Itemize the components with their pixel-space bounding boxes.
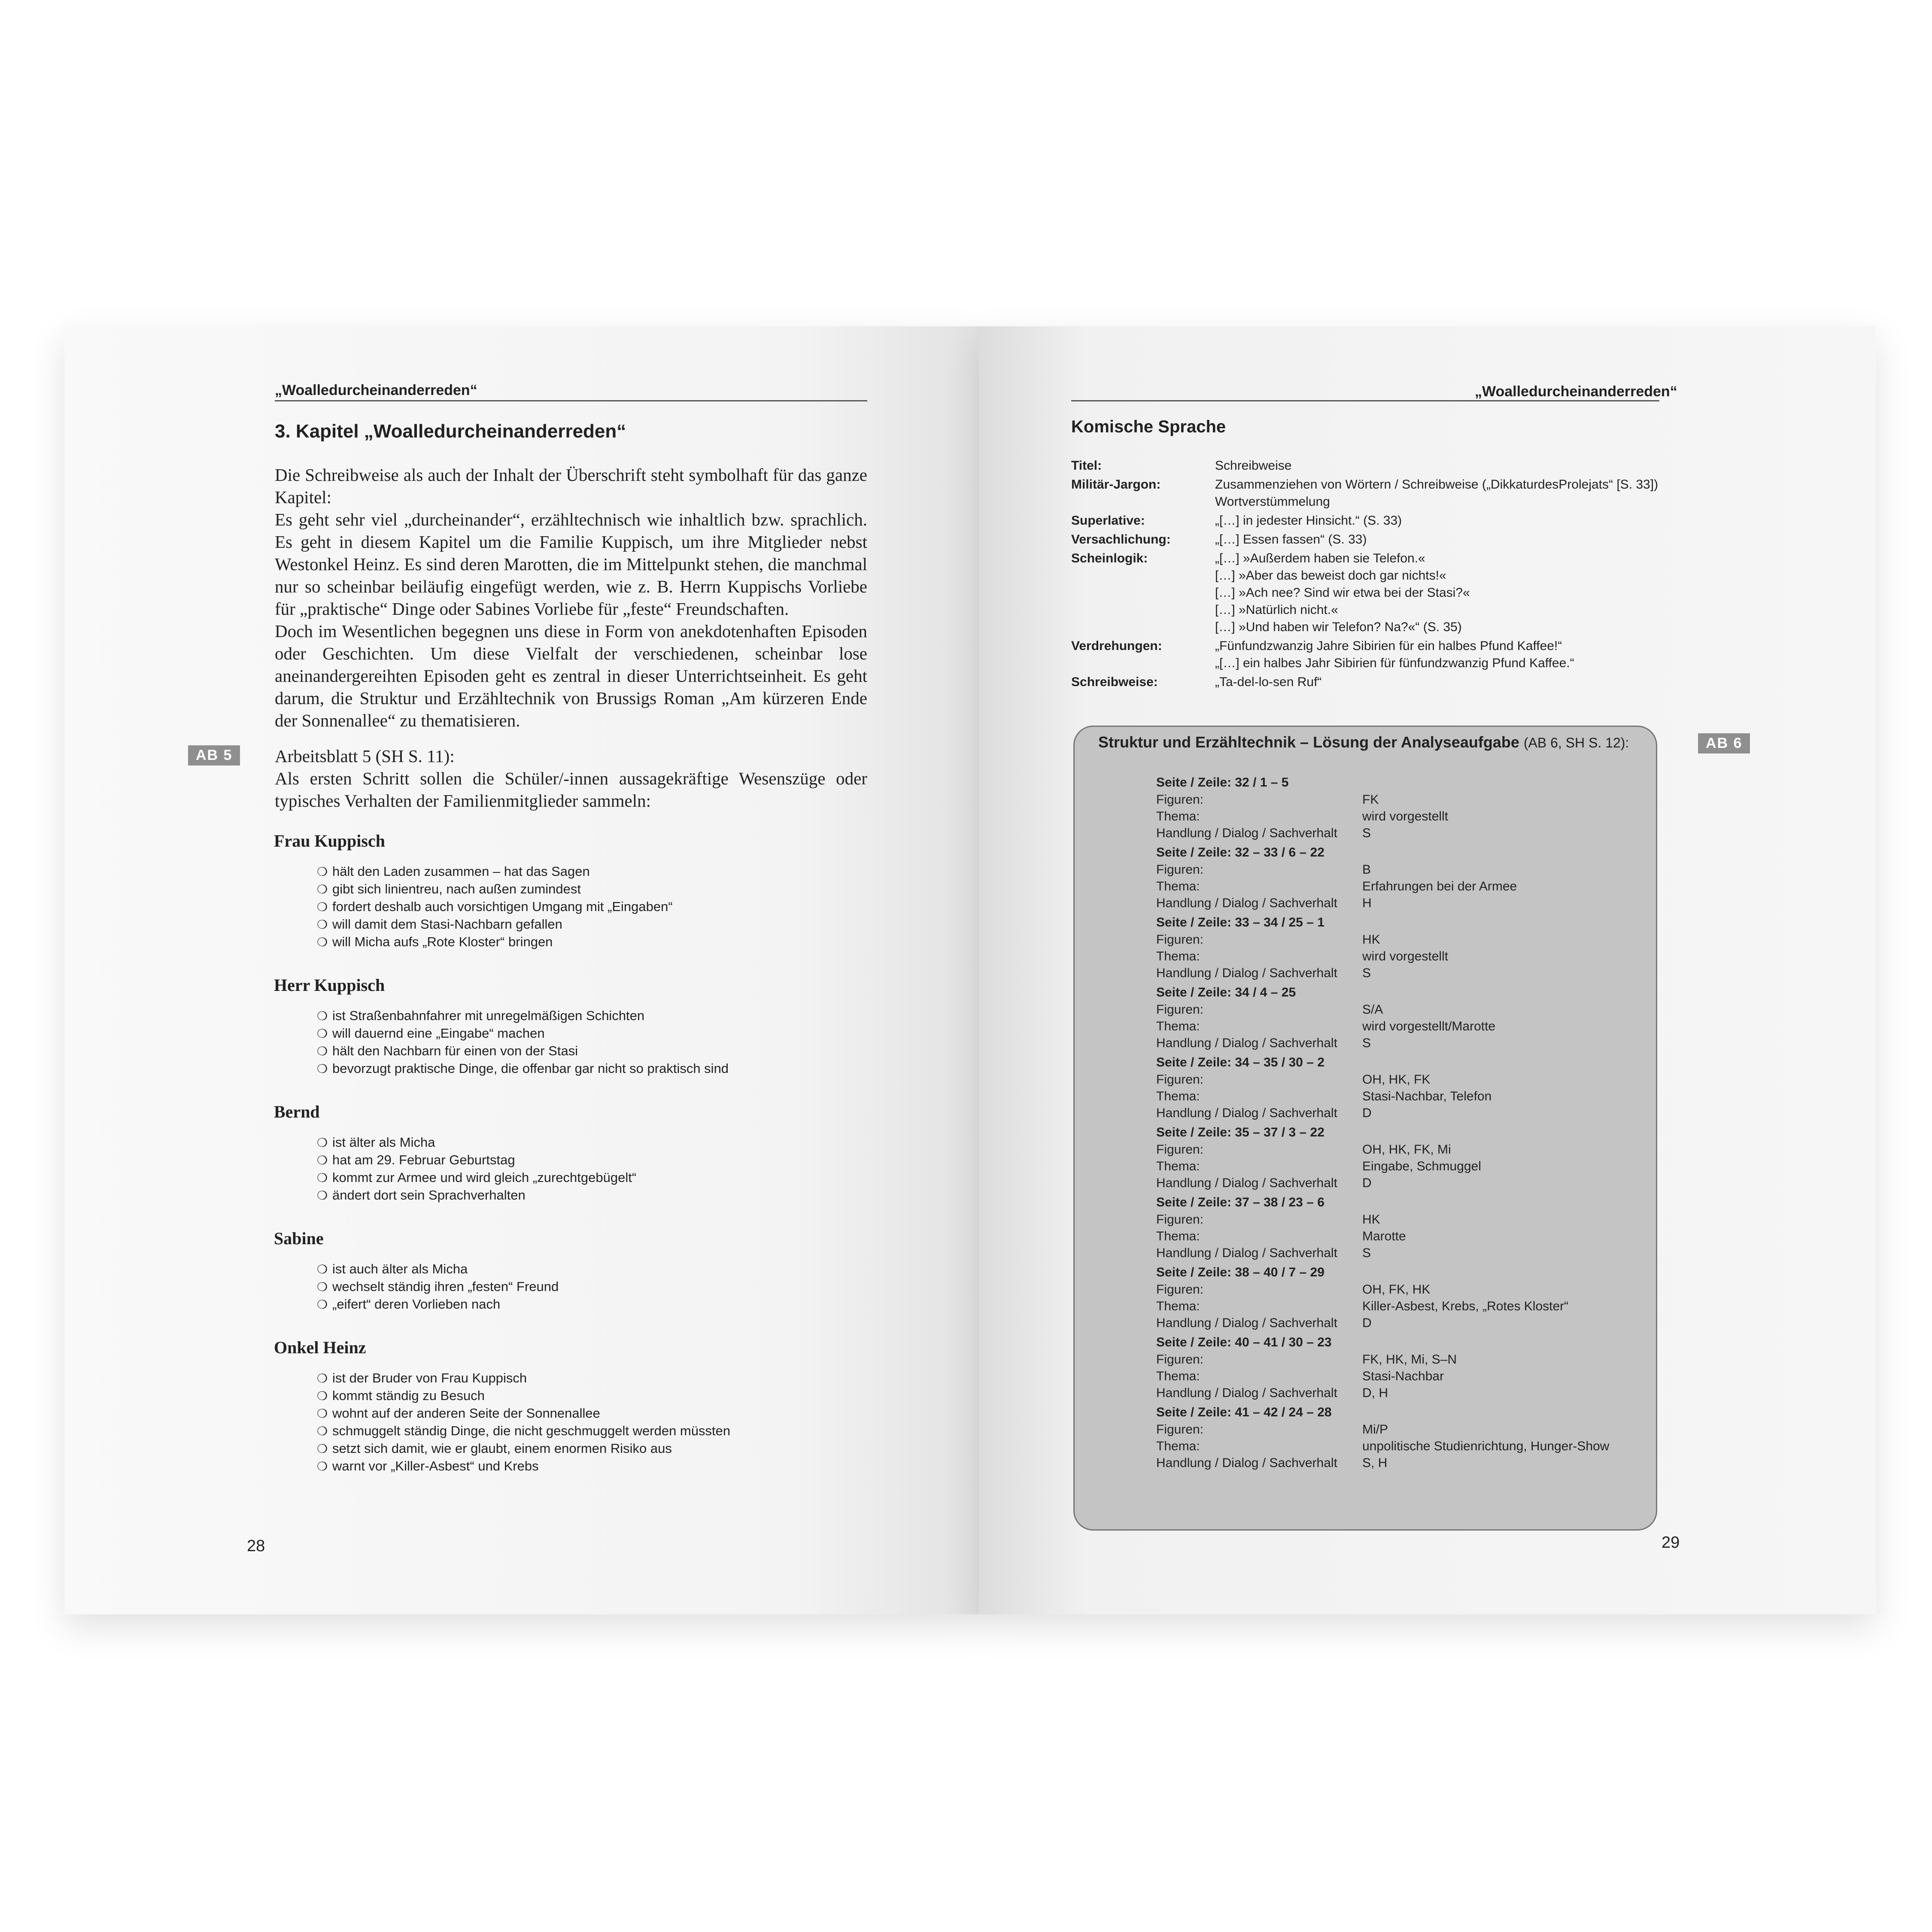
solution-entries [1156,774,1637,1474]
list-item: ❍ hält den Laden zusammen – hat das Sagen [317,863,875,881]
bullet-circle-icon: ❍ [317,1154,328,1167]
bullet-circle-icon: ❍ [317,1062,328,1075]
term-value: Schreibweise [1215,459,1292,473]
bullet-circle-icon: ❍ [317,1425,328,1438]
entry-row-thema: Thema: Marotte [1156,1229,1406,1243]
term-row [1071,550,1672,636]
entry-row-figuren: Figuren: OH, HK, FK [1156,1072,1431,1087]
term-label: Schreibweise: [1071,675,1158,689]
list-item: ❍ kommt ständig zu Besuch [317,1387,875,1405]
term-row [1071,512,1672,529]
list-item: ❍ ist Straßenbahnfahrer mit unregelmäßigen Schichten [317,1007,875,1025]
term-value: Zusammenziehen von Wörtern / Schreibweise („DikkaturdesProlejats“ [S. 33]) [1215,477,1659,492]
term-row [1071,476,1672,510]
bullet-circle-icon: ❍ [317,865,328,878]
term-value: […] »Aber das beweist doch gar nichts!« [1215,568,1446,583]
list-item: ❍ hält den Nachbarn für einen von der Stasi [317,1042,875,1060]
solution-entry [1156,1124,1637,1191]
entry-row-thema: Thema: Stasi-Nachbar, Telefon [1156,1089,1492,1103]
worksheet-paragraph: Als ersten Schritt sollen die Schüler/-innen aussagekräftige Wesenszüge oder typisches Verhalten der Familienmitglieder sammeln: [275,769,867,811]
term-row [1071,457,1672,474]
entry-heading: Seite / Zeile: 37 – 38 / 23 – 6 [1156,1195,1324,1209]
solution-entry [1156,984,1637,1051]
entry-heading: Seite / Zeile: 38 – 40 / 7 – 29 [1156,1265,1324,1279]
intro-text [275,464,867,732]
term-label: Titel: [1071,459,1102,473]
entry-row-figuren: Figuren: S/A [1156,1002,1383,1017]
entry-row-figuren: Figuren: FK [1156,793,1379,807]
header-rule-left [275,400,867,401]
family-member-name: Bernd [274,1102,320,1121]
list-item: ❍ ändert dort sein Sprachverhalten [317,1187,875,1204]
ab5-tag: AB 5 [188,745,240,766]
entry-row-thema: Thema: unpolitische Studienrichtung, Hunger-Show [1156,1439,1610,1453]
entry-row-handlung: Handlung / Dialog / Sachverhalt S, H [1156,1456,1388,1470]
list-item: ❍ hat am 29. Februar Geburtstag [317,1151,875,1169]
term-row [1071,674,1672,691]
solution-box-reference: (AB 6, SH S. 12): [1523,735,1629,750]
term-value: „Ta-del-lo-sen Ruf“ [1215,675,1322,689]
entry-heading: Seite / Zeile: 41 – 42 / 24 – 28 [1156,1405,1332,1419]
list-item: ❍ will damit dem Stasi-Nachbarn gefallen [317,916,875,933]
header-rule-right [1071,400,1659,401]
ab6-tag: AB 6 [1698,733,1750,753]
entry-heading: Seite / Zeile: 33 – 34 / 25 – 1 [1156,915,1324,930]
bullet-circle-icon: ❍ [317,936,328,949]
page-number-left: 28 [247,1537,265,1555]
entry-row-handlung: Handlung / Dialog / Sachverhalt D [1156,1316,1372,1330]
bullet-circle-icon: ❍ [317,1442,328,1455]
list-item: ❍ gibt sich linientreu, nach außen zumindest [317,881,875,898]
intro-paragraph: Die Schreibweise als auch der Inhalt der Überschrift steht symbolhaft für das ganze Kapitel: [275,465,867,507]
bullet-circle-icon: ❍ [317,1027,328,1040]
list-item: ❍ will Micha aufs „Rote Kloster“ bringen [317,933,875,951]
entry-row-handlung: Handlung / Dialog / Sachverhalt S [1156,966,1371,980]
family-member [274,1337,875,1475]
bullet-circle-icon: ❍ [317,1372,328,1385]
entry-row-thema: Thema: Erfahrungen bei der Armee [1156,879,1517,893]
list-item: ❍ will dauernd eine „Eingabe“ machen [317,1025,875,1042]
intro-paragraph: Es geht sehr viel „durcheinander“, erzähltechnisch wie inhaltlich bzw. sprachlich. Es geht in diesem Kapitel um die Familie Kuppisch, um ihre Mitglieder nebst Westonkel Heinz. Es sind deren Marotten, die im Mittelpunkt stehen, die manchmal nur so scheinbar beiläufig eingefügt werden, wie z. B. Herrn Kuppischs Vorliebe für „praktische“ Dinge oder Sabines Vorliebe für „feste“ Freundschaften. [275,510,867,619]
bullet-circle-icon: ❍ [317,1189,328,1202]
entry-heading: Seite / Zeile: 32 – 33 / 6 – 22 [1156,845,1324,860]
terms-list [1071,457,1672,693]
term-value: Wortverstümmelung [1215,495,1330,509]
entry-row-thema: Thema: wird vorgestellt/Marotte [1156,1019,1496,1033]
term-label: Scheinlogik: [1071,551,1148,565]
term-value: „[…] in jedester Hinsicht.“ (S. 33) [1215,513,1402,528]
running-head-right: „Woalledurcheinanderreden“ [1475,383,1677,400]
page-number-right: 29 [1662,1534,1680,1552]
entry-row-figuren: Figuren: HK [1156,1212,1380,1227]
family-member-name: Onkel Heinz [274,1338,366,1357]
entry-row-figuren: Figuren: FK, HK, Mi, S–N [1156,1352,1457,1367]
bullet-circle-icon: ❍ [317,1298,328,1311]
entry-row-figuren: Figuren: OH, FK, HK [1156,1282,1431,1297]
list-item: ❍ setzt sich damit, wie er glaubt, einem enormen Risiko aus [317,1440,875,1458]
entry-heading: Seite / Zeile: 40 – 41 / 30 – 23 [1156,1335,1332,1349]
bullet-circle-icon: ❍ [317,883,328,896]
bullet-circle-icon: ❍ [317,1009,328,1023]
solution-entry [1156,1264,1637,1331]
list-item: ❍ schmuggelt ständig Dinge, die nicht geschmuggelt werden müssten [317,1422,875,1440]
term-label: Superlative: [1071,513,1145,528]
entry-row-figuren: Figuren: HK [1156,933,1380,947]
family-member [274,831,875,951]
solution-entry [1156,1404,1637,1471]
family-member-name: Sabine [274,1229,324,1248]
entry-row-thema: Thema: wird vorgestellt [1156,809,1449,823]
entry-row-thema: Thema: Stasi-Nachbar [1156,1369,1444,1383]
entry-row-handlung: Handlung / Dialog / Sachverhalt D [1156,1106,1372,1120]
entry-row-handlung: Handlung / Dialog / Sachverhalt H [1156,896,1372,910]
list-item: ❍ wechselt ständig ihren „festen“ Freund [317,1278,875,1296]
bullet-circle-icon: ❍ [317,1171,328,1185]
intro-paragraph: Doch im Wesentlichen begegnen uns diese in Form von anekdotenhaften Episoden oder Geschichten. Um diese Vielfalt der verschiedenen, scheinbar lose aneinandergereihten Episoden geht es zentral in dieser Unterrichtseinheit. Es geht darum, die Struktur und Erzähltechnik von Brussigs Roman „Am kürzeren Ende der Sonnenallee“ zu thematisieren. [275,621,867,730]
term-value: „[…] ein halbes Jahr Sibirien für fünfundzwanzig Pfund Kaffee.“ [1215,656,1574,670]
list-item: ❍ warnt vor „Killer-Asbest“ und Krebs [317,1458,875,1475]
entry-heading: Seite / Zeile: 34 / 4 – 25 [1156,985,1296,999]
entry-row-figuren: Figuren: OH, HK, FK, Mi [1156,1142,1451,1157]
term-row [1071,638,1672,672]
entry-row-thema: Thema: wird vorgestellt [1156,949,1449,963]
bullet-circle-icon: ❍ [317,900,328,914]
entry-row-thema: Thema: Killer-Asbest, Krebs, „Rotes Kloster“ [1156,1299,1569,1313]
family-member-name: Frau Kuppisch [274,831,385,851]
entry-row-handlung: Handlung / Dialog / Sachverhalt D, H [1156,1386,1388,1400]
entry-row-thema: Thema: Eingabe, Schmuggel [1156,1159,1481,1173]
entry-row-figuren: Figuren: Mi/P [1156,1422,1388,1437]
term-label: Verdrehungen: [1071,639,1162,653]
term-value: „[…] Essen fassen“ (S. 33) [1215,532,1367,547]
term-value: […] »Ach nee? Sind wir etwa bei der Stasi?« [1215,586,1470,600]
list-item: ❍ ist älter als Micha [317,1134,875,1151]
list-item: ❍ kommt zur Armee und wird gleich „zurechtgebügelt“ [317,1169,875,1187]
entry-heading: Seite / Zeile: 34 – 35 / 30 – 2 [1156,1055,1324,1069]
section-title: Komische Sprache [1071,417,1226,436]
entry-row-handlung: Handlung / Dialog / Sachverhalt S [1156,826,1371,840]
family-member [274,1102,875,1204]
entry-row-handlung: Handlung / Dialog / Sachverhalt S [1156,1036,1371,1050]
bullet-circle-icon: ❍ [317,1263,328,1276]
term-value: „[…] »Außerdem haben sie Telefon.« [1215,551,1425,565]
running-head-left: „Woalledurcheinanderreden“ [275,382,477,398]
list-item: ❍ wohnt auf der anderen Seite der Sonnenallee [317,1405,875,1422]
chapter-title: 3. Kapitel „Woalledurcheinanderreden“ [275,421,626,442]
term-value: […] »Natürlich nicht.« [1215,603,1338,617]
solution-entry [1156,774,1637,841]
bullet-circle-icon: ❍ [317,1460,328,1473]
solution-box [1073,726,1657,1531]
entry-row-handlung: Handlung / Dialog / Sachverhalt D [1156,1176,1372,1190]
bullet-circle-icon: ❍ [317,1407,328,1420]
bullet-circle-icon: ❍ [317,918,328,931]
family-member [274,1228,875,1313]
solution-entry [1156,914,1637,981]
worksheet-heading: Arbeitsblatt 5 (SH S. 11): [275,746,455,766]
solution-entry [1156,1054,1637,1121]
term-value: „Fünfundzwanzig Jahre Sibirien für ein halbes Pfund Kaffee!“ [1215,639,1562,653]
bullet-circle-icon: ❍ [317,1045,328,1058]
entry-row-figuren: Figuren: B [1156,863,1371,877]
family-member-name: Herr Kuppisch [274,975,385,995]
entry-heading: Seite / Zeile: 35 – 37 / 3 – 22 [1156,1125,1324,1139]
entry-row-handlung: Handlung / Dialog / Sachverhalt S [1156,1246,1371,1260]
list-item: ❍ ist der Bruder von Frau Kuppisch [317,1370,875,1387]
family-member [274,975,875,1078]
bullet-circle-icon: ❍ [317,1280,328,1294]
family-list [274,831,875,1499]
list-item: ❍ fordert deshalb auch vorsichtigen Umgang mit „Eingaben“ [317,898,875,916]
term-value: […] »Und haben wir Telefon? Na?«“ (S. 35) [1215,620,1462,634]
term-label: Militär-Jargon: [1071,477,1161,492]
term-row [1071,531,1672,548]
solution-entry [1156,1334,1637,1401]
solution-entry [1156,844,1637,911]
bullet-circle-icon: ❍ [317,1136,328,1149]
list-item: ❍ ist auch älter als Micha [317,1261,875,1278]
bullet-circle-icon: ❍ [317,1389,328,1403]
worksheet-text [275,745,867,812]
list-item: ❍ „eifert“ deren Vorlieben nach [317,1296,875,1313]
solution-box-title: Struktur und Erzähltechnik – Lösung der Analyseaufgabe (AB 6, SH S. 12): [1098,733,1629,751]
entry-heading: Seite / Zeile: 32 / 1 – 5 [1156,775,1289,790]
term-label: Versachlichung: [1071,532,1171,547]
solution-entry [1156,1194,1637,1261]
list-item: ❍ bevorzugt praktische Dinge, die offenbar gar nicht so praktisch sind [317,1060,875,1078]
